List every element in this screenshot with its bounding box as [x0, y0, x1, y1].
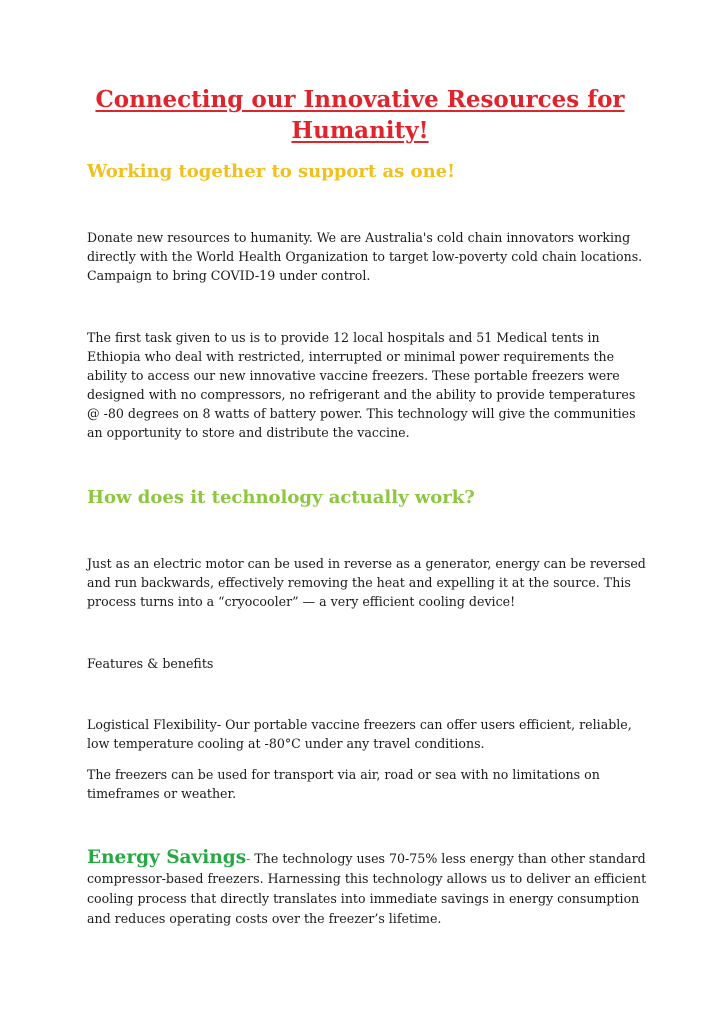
energy-savings-text: The technology uses 70-75% less energy than other standard compressor-based freezers. Harnessing this technology allows us to deliver an efficient cooling process that directly translates into immediate savings in energy consumption and reduces operating costs over the freezer’s lifetime. — [87, 851, 647, 926]
energy-savings-label: Energy Savings — [87, 847, 247, 868]
features-heading: Features & benefits — [87, 656, 214, 671]
paragraph-intro: Donate new resources to humanity. We are Australia's cold chain innovators working directly with the World Health Organization to target low-poverty cold chain locations. Campaign to bring COVID-19 under control. — [87, 230, 643, 283]
paragraph-first-task: The first task given to us is to provide 12 local hospitals and 51 Medical tents in Ethiopia who deal with restricted, interrupted or minimal power requirements the ability to access our new innovative vaccine freezers. These portable freezers were designed with no compressors, no refrigerant and the ability to provide temperatures @ -80 degrees on 8 watts of battery power. This technology will give the communities an opportunity to store and distribute the vaccine. — [87, 330, 636, 440]
page-subtitle: Working together to support as one! — [87, 161, 456, 182]
section-heading: How does it technology actually work? — [87, 487, 475, 508]
page-title: Connecting our Innovative Resources for Humanity! — [95, 86, 625, 144]
paragraph-transport: The freezers can be used for transport via air, road or sea with no limitations on timeframes or weather. — [87, 767, 600, 801]
paragraph-energy-savings — [87, 848, 647, 929]
energy-savings-dash: - — [246, 851, 255, 866]
paragraph-logistical-flexibility: Logistical Flexibility- Our portable vaccine freezers can offer users efficient, reliable, low temperature cooling at -80°C under any travel conditions. — [87, 717, 632, 751]
paragraph-cryocooler: Just as an electric motor can be used in reverse as a generator, energy can be reversed and run backwards, effectively removing the heat and expelling it at the source. This process turns into a “cryocooler” — a very efficient cooling device! — [87, 556, 646, 609]
